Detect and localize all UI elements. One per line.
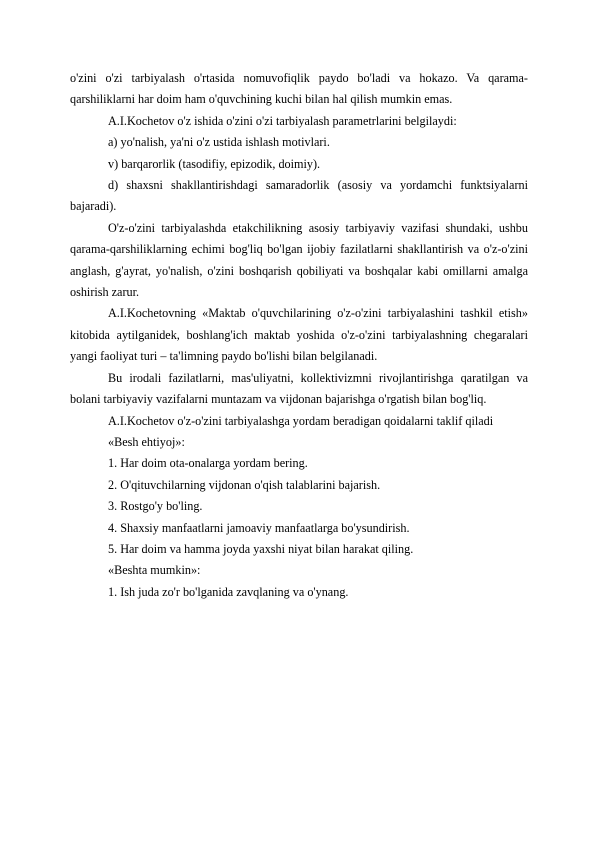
paragraph-rules-intro: A.I.Kochetov o'z-o'zini tarbiyalashga yordam beradigan qoidalarni taklif qiladi — [108, 413, 494, 428]
list-item-stability: v) barqarorlik (tasodifiy, epizodik, doimiy). — [108, 156, 321, 171]
list-item-need-5: 5. Har doim va hamma joyda yaxshi niyat bilan harakat qiling. — [108, 541, 414, 556]
list-item-possible-1: 1. Ish juda zo'r bo'lganida zavqlaning va o'ynang. — [108, 584, 349, 599]
paragraph-qualities: Bu irodali fazilatlarni, mas'uliyatni, kollektivizmni rivojlantirishga qaratilgan va bolani tarbiyaviy vazifalarni muntazam va vijdonan bajarishga o'rgatish bilan bog'liq. — [70, 370, 528, 407]
list-item-need-2: 2. O'qituvchilarning vijdonan o'qish talablarini bajarish. — [108, 477, 381, 492]
paragraph-main-task: O'z-o'zini tarbiyalashda etakchilikning asosiy tarbiyaviy vazifasi shundaki, ushbu qarama-qarshiliklarning echimi bog'liq bo'lgan ijobiy fazilatlarni shakllantirish va o'z-o'zini anglash, g'ayrat, yo'nalish, o'zini boshqarish qobiliyati va boshqalar kabi omillarni amalga oshirish zarur. — [70, 220, 528, 300]
list-item-direction: a) yo'nalish, ya'ni o'z ustida ishlash motivlari. — [108, 135, 330, 150]
list-item-need-4: 4. Shaxsiy manfaatlarni jamoaviy manfaatlarga bo'ysundirish. — [108, 520, 410, 535]
heading-five-needs: «Besh ehtiyoj»: — [108, 434, 185, 449]
list-item-effectiveness: d) shaxsni shakllantirishdagi samaradorlik (asosiy va yordamchi funktsiyalarni bajaradi). — [70, 178, 528, 214]
document-page — [70, 68, 528, 603]
paragraph-kochetov-parameters: A.I.Kochetov o'z ishida o'zini o'zi tarbiyalash parametrlarini belgilaydi: — [108, 113, 457, 128]
paragraph-continuation: o'zini o'zi tarbiyalash o'rtasida nomuvofiqlik paydo bo'ladi va hokazo. Va qarama-qarshiliklarni har doim ham o'quvchining kuchi bilan hal qilish mumkin emas. — [70, 71, 528, 107]
list-item-need-1: 1. Har doim ota-onalarga yordam bering. — [108, 456, 308, 471]
list-item-need-3: 3. Rostgo'y bo'ling. — [108, 499, 203, 514]
heading-five-possible: «Beshta mumkin»: — [108, 563, 201, 578]
paragraph-book-reference: A.I.Kochetovning «Maktab o'quvchilarining o'z-o'zini tarbiyalashini tashkil etish» kitobida aytilganidek, boshlang'ich maktab yoshida o'z-o'zini tarbiyalashning chegaralari yangi faoliyat turi – ta'limning paydo bo'lishi bilan belgilanadi. — [70, 306, 528, 364]
